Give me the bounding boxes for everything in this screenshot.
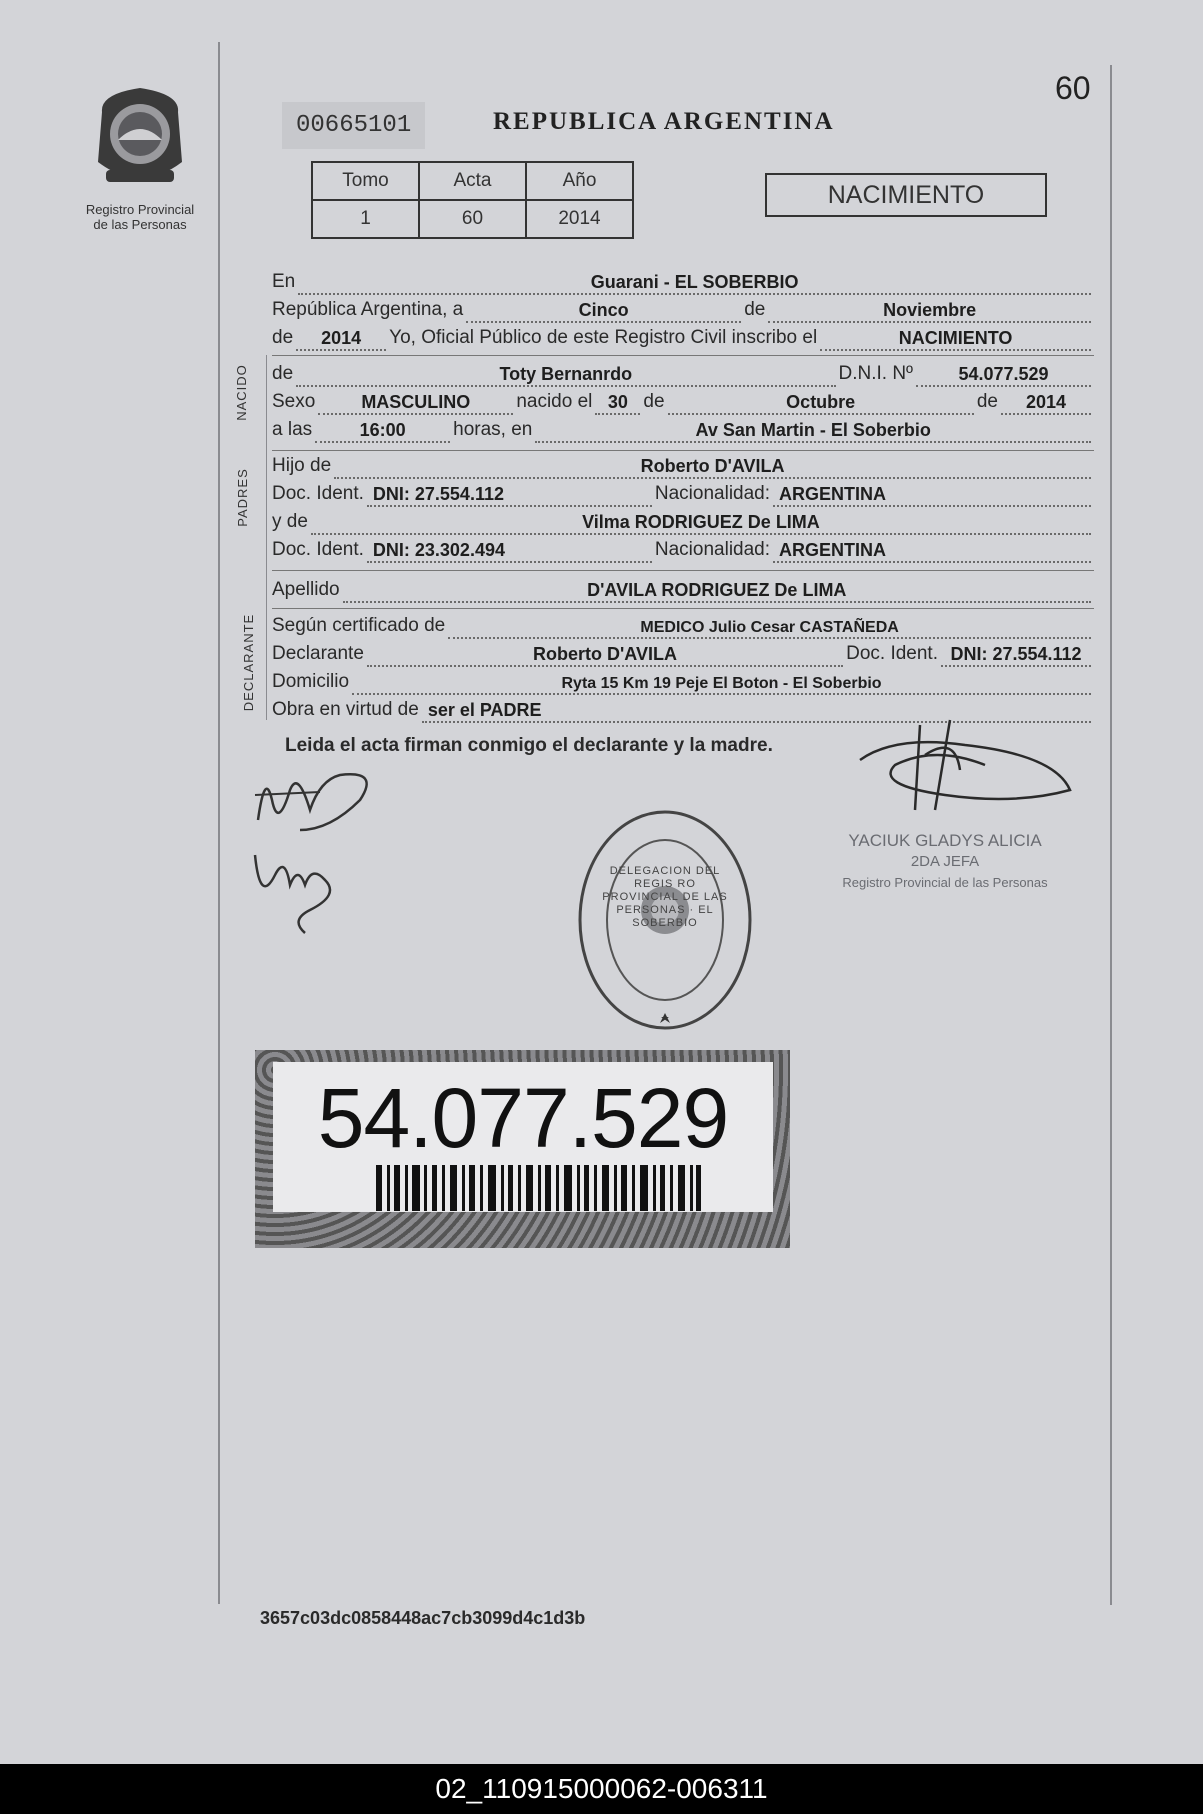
official-org: Registro Provincial de las Personas [842, 875, 1048, 890]
dia-field [466, 299, 741, 323]
declarante-value: Roberto D'AVILA [533, 644, 677, 664]
anio-header: Año [526, 162, 633, 200]
lugar-value: Av San Martin - El Soberbio [695, 420, 931, 440]
madre-doc-label: Doc. Ident. [272, 539, 364, 560]
barcode-sticker [255, 1050, 790, 1248]
padre-doc-label: Doc. Ident. [272, 483, 364, 504]
lugar-field [535, 419, 1091, 443]
row-madre-doc [272, 536, 1094, 563]
row-domicilio [272, 668, 1094, 695]
anio-prefix-label: de [272, 327, 294, 348]
left-margin-line [218, 42, 220, 1604]
apellido-label: Apellido [272, 579, 340, 600]
document-hash: 3657c03dc0858448ac7cb3099d4c1d3b [260, 1608, 586, 1628]
madre-field [311, 511, 1091, 535]
side-label-padres: PADRES [234, 468, 250, 527]
declarante-signature-icon [250, 760, 390, 840]
right-margin-line [1110, 65, 1112, 1605]
madre-doc-value: DNI: 23.302.494 [372, 540, 505, 560]
tomo-header: Tomo [312, 162, 419, 200]
row-apellido [272, 576, 1094, 603]
side-label-nacido: NACIDO [233, 364, 249, 421]
dni-field [916, 363, 1091, 387]
serial-number: 00665101 [282, 102, 425, 149]
tomo-table-header-row [312, 162, 633, 200]
declarante-label: Declarante [272, 643, 364, 664]
republica-label: República Argentina, a [272, 299, 464, 320]
side-label-declarante: DECLARANTE [241, 613, 257, 712]
official-name: YACIUK GLADYS ALICIA [848, 831, 1042, 850]
madre-nac-label: Nacionalidad: [654, 539, 771, 560]
padre-nac-value: ARGENTINA [779, 484, 887, 504]
inscribo-field [820, 327, 1091, 351]
certificado-field [448, 615, 1091, 639]
y-de-label: y de [272, 511, 308, 532]
madre-value: Vilma RODRIGUEZ De LIMA [582, 512, 820, 532]
row-declarante [272, 640, 1094, 667]
record-type-box: NACIMIENTO [765, 173, 1047, 217]
nac-anio-field [1001, 391, 1091, 415]
padre-field [334, 455, 1091, 479]
row-hora [272, 416, 1094, 443]
anio-field [296, 327, 386, 351]
row-inscribo [272, 324, 1094, 351]
nac-mes-value: Octubre [786, 392, 856, 412]
padre-doc-value: DNI: 27.554.112 [372, 484, 504, 504]
acta-header: Acta [419, 162, 526, 200]
inscribo-value: NACIMIENTO [898, 328, 1013, 348]
nacido-de-label: de [272, 363, 294, 384]
barcode-icon [376, 1165, 701, 1211]
en-field [298, 271, 1091, 295]
section-divider-4 [272, 608, 1094, 609]
mes-field [768, 299, 1091, 323]
domicilio-value: Ryta 15 Km 19 Peje El Boton - El Soberbio [561, 675, 882, 692]
obra-label: Obra en virtud de [272, 699, 419, 720]
dni-value: 54.077.529 [958, 364, 1049, 384]
footer-id: 02_110915000062-006311 [0, 1764, 1203, 1814]
dia-value: Cinco [578, 300, 629, 320]
row-fecha [272, 296, 1094, 323]
nacido-el-label: nacido el [516, 391, 593, 412]
declarante-doc-field [941, 643, 1091, 667]
row-nombre [272, 360, 1094, 387]
province-logo [80, 82, 200, 232]
section-divider-2 [272, 450, 1094, 451]
padre-value: Roberto D'AVILA [640, 456, 785, 476]
tomo-value: 1 [312, 200, 419, 238]
obra-value: ser el PADRE [427, 700, 542, 720]
mes-de-label: de [744, 299, 766, 320]
madre-nac-value: ARGENTINA [779, 540, 887, 560]
registry-stamp [575, 805, 755, 1045]
hora-field [315, 419, 450, 443]
padre-nac-field [773, 483, 1091, 507]
official-role: 2DA JEFA [910, 853, 980, 870]
dni-label: D.N.I. Nº [838, 363, 913, 384]
province-seal-icon [80, 82, 200, 197]
page-title: REPUBLICA ARGENTINA [493, 108, 835, 135]
row-padre-doc [272, 480, 1094, 507]
horas-en-label: horas, en [453, 419, 533, 440]
mes-value: Noviembre [883, 300, 977, 320]
row-sexo [272, 388, 1094, 415]
barcode-inner [273, 1062, 773, 1212]
tomo-acta-table [311, 161, 634, 239]
nombre-field [296, 363, 835, 387]
anio-value: 2014 [526, 200, 633, 238]
madre-signature-icon [250, 845, 360, 935]
nac-mes-field [668, 391, 974, 415]
section-divider-1 [272, 355, 1094, 356]
row-en [272, 268, 1094, 295]
form-left-line [266, 355, 267, 720]
nac-anio-value: 2014 [1025, 392, 1067, 412]
hijo-de-label: Hijo de [272, 455, 332, 476]
apellido-value: D'AVILA RODRIGUEZ De LIMA [587, 580, 847, 600]
a-las-label: a las [272, 419, 313, 440]
nac-de-label: de [643, 391, 665, 412]
declarante-doc-label: Doc. Ident. [846, 643, 938, 664]
en-value: Guarani - EL SOBERBIO [590, 272, 799, 292]
nombre-value: Toty Bernanrdo [499, 364, 633, 384]
certificado-value: MEDICO Julio Cesar CASTAÑEDA [640, 619, 899, 636]
domicilio-field [352, 671, 1091, 695]
row-certificado [272, 612, 1094, 639]
official-signature-icon [855, 715, 1075, 815]
declarante-doc-value: DNI: 27.554.112 [950, 644, 1082, 664]
section-divider-3 [272, 570, 1094, 571]
tomo-table-value-row [312, 200, 633, 238]
domicilio-label: Domicilio [272, 671, 350, 692]
declarante-field [367, 643, 843, 667]
stamp-text: DELEGACION DEL REGIS RO PROVINCIAL DE LAS PERSONAS · EL SOBERBIO [602, 865, 728, 929]
row-madre [272, 508, 1094, 535]
padre-nac-label: Nacionalidad: [654, 483, 771, 504]
closing-text: Leida el acta firman conmigo el declarante y la madre. [285, 735, 773, 756]
sexo-label: Sexo [272, 391, 316, 412]
sexo-value: MASCULINO [361, 392, 471, 412]
acta-value: 60 [419, 200, 526, 238]
row-padre [272, 452, 1094, 479]
official-block [835, 830, 1055, 893]
oficial-text: Yo, Oficial Público de este Registro Civil inscribo el [389, 327, 818, 348]
en-label: En [272, 271, 296, 292]
nac-anio-label: de [976, 391, 998, 412]
sexo-field [318, 391, 513, 415]
padre-doc-field [367, 483, 652, 507]
logo-org-label: Registro Provincial de las Personas [85, 202, 195, 232]
certificado-label: Según certificado de [272, 615, 446, 636]
madre-doc-field [367, 539, 652, 563]
barcode-number: 54.077.529 [317, 1071, 729, 1165]
hora-value: 16:00 [359, 420, 406, 440]
apellido-field [343, 579, 1091, 603]
page-number: 60 [1055, 70, 1091, 106]
madre-nac-field [773, 539, 1091, 563]
anio-value: 2014 [321, 328, 362, 348]
nac-dia-value: 30 [607, 392, 628, 412]
nac-dia-field [595, 391, 640, 415]
